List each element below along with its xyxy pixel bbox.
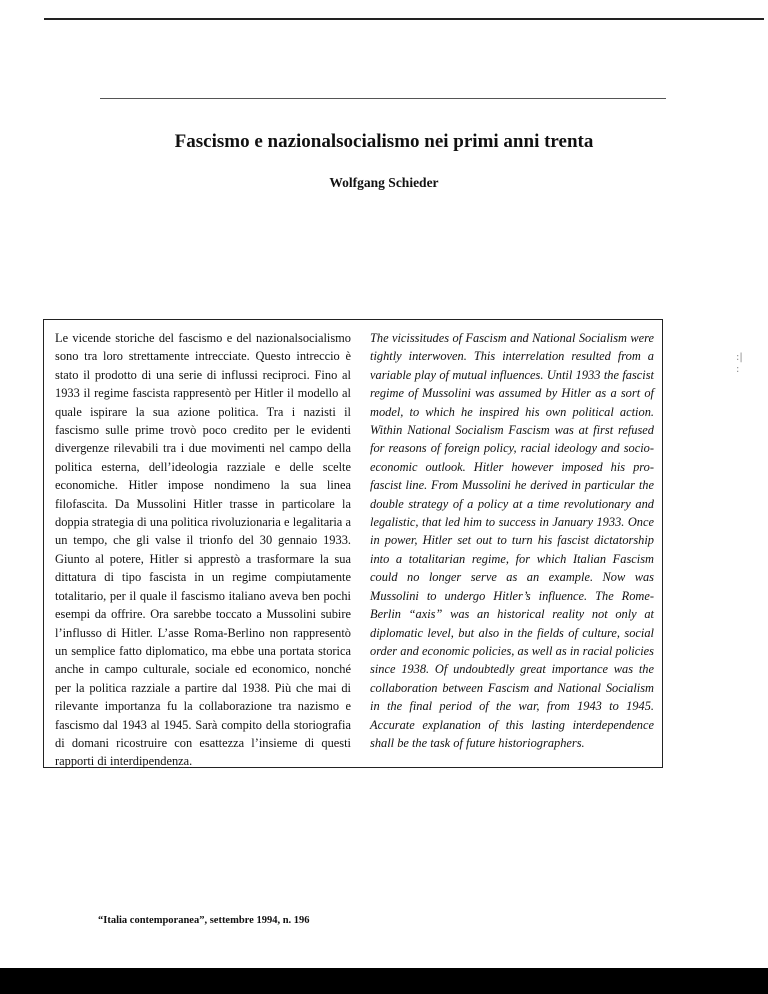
- abstract-italian: Le vicende storiche del fascismo e del nazionalsocialismo sono tra loro strettamente intrecciate. Questo intreccio è stato il prodotto di una serie di influssi reciproci. Fino al 1933 il regime fascista rappresentò per Hitler il modello al quale ispirare la sua azione politica. Tra i nazisti il fascismo sulle prime trovò poco credito per le evidenti divergenze rilevabili tra i due movimenti nel campo della politica esterna, dell’ideologia razziale e delle scelte economiche. Hitler impose nondimeno la sua linea filofascita. Da Mussolini Hitler trasse in particolare la doppia strategia di una politica rivoluzionaria e legalitaria a un tempo, che gli valse il trionfo del 30 gennaio 1933. Giunto al potere, Hitler si apprestò a trasformare la sua dittatura di tipo fascista in un regime compiutamente totalitario, per il quale il fascismo italiano aveva ben pochi esempi da offrire. Ora sarebbe toccato a Mussolini subire l’influsso di Hitler. L’asse Roma-Berlino non rappresentò un semplice fatto diplomatico, ma ebbe una portata storica anche in campo culturale, sociale ed economico, nonché per la politica razziale a partire dal 1938. Più che mai di rilevante importanza fu la collaborazione tra nazismo e fascismo dal 1943 al 1945. Sarà compito della storiografia di domani ricostruire con esattezza l’insieme di questi rapporti di interdipendenza.: [55, 331, 351, 769]
- top-rule: [44, 18, 764, 20]
- abstract-english: The vicissitudes of Fascism and National Socialism were tightly interwoven. This interrelation resulted from a variable play of mutual influences. Until 1933 the fascist regime of Mussolini was assumed by Hitler as a sort of model, to which he inspired his own political action. Within National Socialism Fascism was at first refused for reasons of foreign policy, racial ideology and socio-economic outlook. Hitler however imposed his pro-fascist line. From Mussolini he derived in particular the double strategy of a policy at a time revolutionary and legalistic, that led him to success in January 1933. Once in power, Hitler set out to turn his fascist dictatorship into a totalitarian regime, for which Italian Fascism could no longer serve as an example. Now was Mussolini to undergo Hitler’s influence. The Rome-Berlin “axis” was an historical reality not only at diplomatic level, but also in the fields of culture, social order and economic policies, as well as in racial policies since 1938. Of undoubtedly great importance was the collaboration between Fascism and National Socialism in the final period of the war, from 1943 to 1945. Accurate explanation of this lasting interdependence shall be the task of future historiographers.: [370, 331, 654, 750]
- margin-scan-marks: :| :: [736, 352, 743, 375]
- journal-citation: “Italia contemporanea”, settembre 1994, n. 196: [98, 915, 310, 926]
- article-author: Wolfgang Schieder: [329, 175, 439, 190]
- header-rule: [100, 98, 666, 99]
- scan-border-bottom: [0, 968, 768, 994]
- article-title: Fascismo e nazionalsocialismo nei primi anni trenta: [174, 131, 594, 152]
